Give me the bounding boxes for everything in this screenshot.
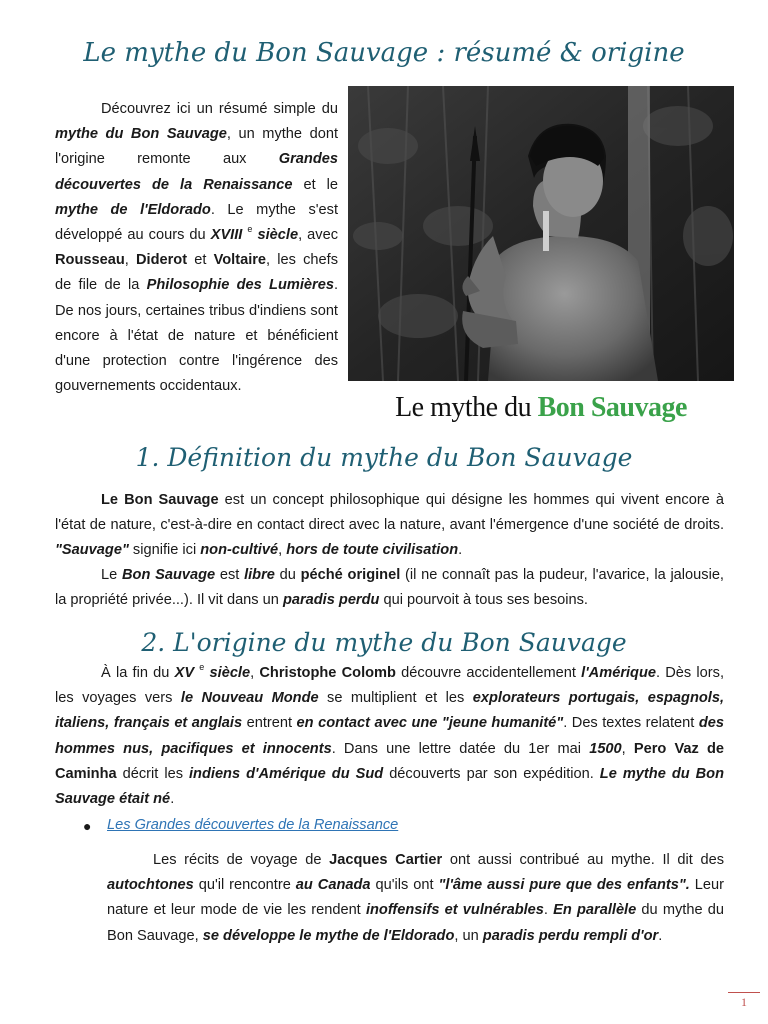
page-title: Le mythe du Bon Sauvage : résumé & origine xyxy=(83,38,685,68)
definition-paragraph-1: Le Bon Sauvage est un concept philosophique qui désigne les hommes qui vivent encore à l'état de nature, c'est-à-dire en contact direct avec la nature, avant l'émergence d'une société de droits. "Sauvage" signifie ici non-cultivé, hors de toute civilisation. xyxy=(55,492,724,559)
bullet-dot-icon: ● xyxy=(83,818,92,834)
definition-paragraph-2: Le Bon Sauvage est libre du péché originel (il ne connaît pas la pudeur, l'avarice, la jalousie, la propriété privée...). Il vit dans un paradis perdu qui pourvoit à tous ses besoins. xyxy=(55,567,724,609)
section-heading-definition: 1. Définition du mythe du Bon Sauvage xyxy=(135,443,633,472)
image-caption: Le mythe du Bon Sauvage xyxy=(395,392,687,423)
intro-paragraph: Découvrez ici un résumé simple du mythe du Bon Sauvage, un mythe dont l'origine remonte aux Grandes découvertes de la Renaissance et le mythe de l'Eldorado. Le mythe s'est développé au cours du XVIII $^e$ siècle, avec Rousseau, Diderot et Voltaire, les chefs de file de la Philosophie des Lumières. De nos jours, certaines tribus d'indiens sont encore à l'état de nature et bénéficient d'une protection contre l'ingérence des gouvernements occidentaux. xyxy=(55,101,339,395)
section-heading-origin: 2. L'origine du mythe du Bon Sauvage xyxy=(141,628,627,657)
renaissance-discoveries-link[interactable]: Les Grandes découvertes de la Renaissance xyxy=(107,817,399,833)
tribesman-photo xyxy=(348,86,734,381)
origin-paragraph: À la fin du XV $^e$ siècle, Christophe Colomb découvre accidentellement l'Amérique. Dès lors, les voyages vers le Nouveau Monde se multiplient et les explorateurs portugais, espagnols, italiens, français et anglais entrent en contact avec une "jeune humanité". Des textes relatent des hommes nus, pacifiques et innocents. Dans une lettre datée du 1er mai 1500, Pero Vaz de Caminha décrit les indiens d'Amérique du Sud découverts par son expédition. Le mythe du Bon Sauvage était né. xyxy=(55,662,725,808)
cartier-paragraph: Les récits de voyage de Jacques Cartier ont aussi contribué au mythe. Il dit des autochtones qu'il rencontre au Canada qu'ils ont "l'âme aussi pure que des enfants". Leur nature et leur mode de vie les rendent inoffensifs et vulnérables. En parallèle du mythe du Bon Sauvage, se développe le mythe de l'Eldorado, un paradis perdu rempli d'or. xyxy=(107,852,725,944)
page-number: 1 xyxy=(728,992,760,1010)
